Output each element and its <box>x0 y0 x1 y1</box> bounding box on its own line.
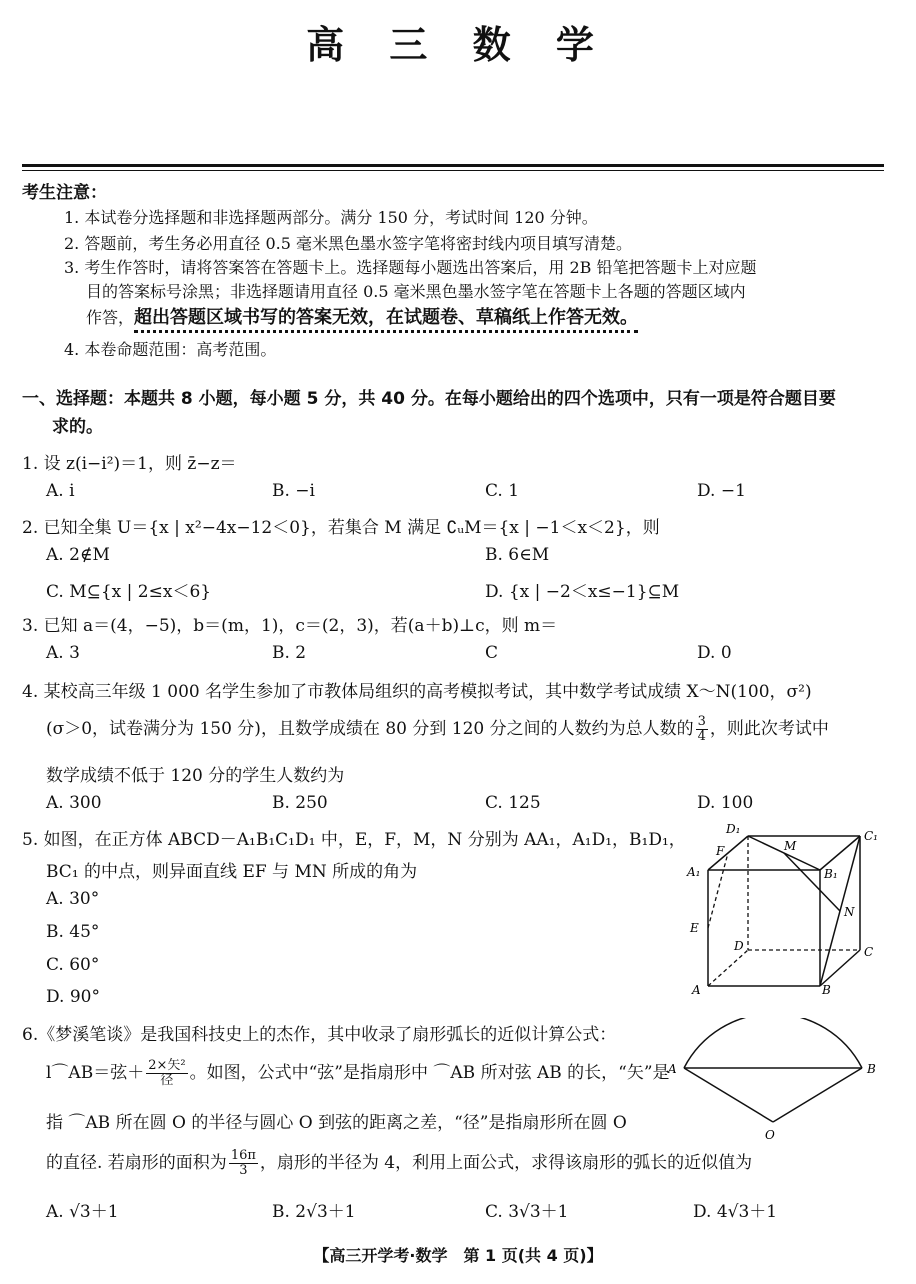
q2-stem: 2. 已知全集 U＝{x | x²−4x−12＜0}，若集合 M 满足 ∁ᵤM＝{x | −1＜x＜2}，则 <box>22 518 660 538</box>
q6-formula-fraction <box>146 1059 187 1088</box>
cube-diagram <box>686 818 886 1000</box>
label-arc-a: A <box>668 1062 677 1076</box>
label-d: D <box>734 939 744 953</box>
q1-option-c: C. 1 <box>485 481 520 501</box>
q4-line-3: 数学成绩不低于 120 分的学生人数约为 <box>46 766 345 786</box>
q6-formula-num: 2×矢² <box>148 1058 186 1073</box>
q6-line-2-rest: 。如图，公式中“弦”是指扇形中 ⌒AB 所对弦 AB 的长，“矢”是 <box>189 1063 670 1083</box>
q1-option-d: D. −1 <box>697 481 746 501</box>
q3-option-a: A. 3 <box>46 643 80 663</box>
label-a: A <box>692 983 701 997</box>
q6-line-4b: ，扇形的半径为 4，利用上面公式，求得该扇形的弧长的近似值为 <box>259 1153 753 1173</box>
q6-option-b: B. 2√3＋1 <box>272 1202 356 1222</box>
notice-item-4: 4. 本卷命题范围：高考范围。 <box>64 340 277 359</box>
q6-formula-den: 径 <box>160 1073 174 1088</box>
label-b1: B₁ <box>824 867 838 881</box>
header-rule-thick <box>22 164 884 167</box>
q6-line-4 <box>46 1148 752 1178</box>
q6-line-2 <box>46 1058 670 1088</box>
q2-option-d: D. {x | −2＜x≤−1}⊆M <box>485 582 680 602</box>
q5-option-b: B. 45° <box>46 922 100 942</box>
label-c1: C₁ <box>864 829 878 843</box>
notice-emphasis: 超出答题区域书写的答案无效，在试题卷、草稿纸上作答无效。 <box>134 307 638 333</box>
q3-option-d: D. 0 <box>697 643 732 663</box>
notice-heading: 考生注意： <box>22 183 107 203</box>
q1-option-b: B. −i <box>272 481 315 501</box>
q6-formula-left: l⌒AB＝弦＋ <box>46 1063 145 1083</box>
label-b: B <box>822 983 831 997</box>
q5-line-2: BC₁ 的中点，则异面直线 EF 与 MN 所成的角为 <box>46 862 418 882</box>
notice-item-1: 1. 本试卷分选择题和非选择题两部分。满分 150 分，考试时间 120 分钟。 <box>64 208 598 227</box>
q1-stem: 1. 设 z(i−i²)＝1，则 z̄−z＝ <box>22 454 237 474</box>
sector-diagram <box>666 1018 886 1144</box>
header-rule-thin <box>22 170 884 171</box>
q2-option-a: A. 2∉M <box>46 545 110 565</box>
label-d1: D₁ <box>726 822 741 836</box>
label-e: E <box>690 921 699 935</box>
q5-option-d: D. 90° <box>46 987 100 1007</box>
q2-option-c: C. M⊆{x | 2≤x＜6} <box>46 582 212 602</box>
q4-fraction <box>696 715 708 744</box>
q3-option-b: B. 2 <box>272 643 307 663</box>
label-a1: A₁ <box>687 865 701 879</box>
q4-option-c: C. 125 <box>485 793 541 813</box>
q5-option-a: A. 30° <box>46 889 100 909</box>
section-heading-cont: 求的。 <box>52 417 103 437</box>
q4-frac-num: 3 <box>697 714 706 729</box>
q4-line-2a: (σ＞0，试卷满分为 150 分)，且数学成绩在 80 分到 120 分之间的人数约为总人数的 <box>46 719 694 739</box>
notice-item-3: 3. 考生作答时，请将答案答在答题卡上。选择题每小题选出答案后，用 2B 铅笔把答题卡上对应题 <box>64 258 757 277</box>
q4-line-1: 4. 某校高三年级 1 000 名学生参加了市教体局组织的高考模拟考试，其中数学考试成绩 X～N(100，σ²) <box>22 682 812 702</box>
q6-area-fraction <box>229 1149 258 1178</box>
q6-option-d: D. 4√3＋1 <box>693 1202 778 1222</box>
label-arc-b: B <box>867 1062 876 1076</box>
q6-line-3: 指 ⌒AB 所在圆 O 的半径与圆心 O 到弦的距离之差，“径”是指扇形所在圆 O <box>46 1113 627 1133</box>
notice-item-3-end-text: 作答， <box>86 308 135 327</box>
q5-line-1: 5. 如图，在正方体 ABCD－A₁B₁C₁D₁ 中，E，F，M，N 分别为 AA₁，A₁D₁，B₁D₁， <box>22 830 686 850</box>
q3-stem: 3. 已知 a＝(4，−5)，b＝(m，1)，c＝(2，3)，若(a＋b)⊥c，则 m＝ <box>22 616 558 636</box>
q4-option-b: B. 250 <box>272 793 328 813</box>
label-o: O <box>765 1128 775 1142</box>
section-heading: 一、选择题：本题共 8 小题，每小题 5 分，共 40 分。在每小题给出的四个选项中，只有一项是符合题目要 <box>22 389 836 409</box>
q6-option-c: C. 3√3＋1 <box>485 1202 569 1222</box>
notice-item-3-cont: 目的答案标号涂黑；非选择题请用直径 0.5 毫米黑色墨水签字笔在答题卡上各题的答题区域内 <box>86 282 746 301</box>
page-footer: 【高三开学考·数学 第 1 页(共 4 页)】 <box>313 1246 603 1265</box>
q1-option-a: A. i <box>46 481 75 501</box>
notice-item-2: 2. 答题前，考生务必用直径 0.5 毫米黑色墨水签字笔将密封线内项目填写清楚。 <box>64 234 632 253</box>
q6-line-1: 6.《梦溪笔谈》是我国科技史上的杰作，其中收录了扇形弧长的近似计算公式： <box>22 1025 617 1045</box>
q4-line-2 <box>46 714 829 744</box>
label-m: M <box>784 839 797 853</box>
label-n: N <box>844 905 855 919</box>
q4-frac-den: 4 <box>697 729 706 744</box>
q4-option-d: D. 100 <box>697 793 754 813</box>
page-title: 高 三 数 学 <box>306 22 610 67</box>
q5-option-c: C. 60° <box>46 955 100 975</box>
label-c: C <box>864 945 874 959</box>
q4-line-2b: ，则此次考试中 <box>709 719 829 739</box>
q6-option-a: A. √3＋1 <box>46 1202 119 1222</box>
q6-area-den: 3 <box>239 1163 248 1178</box>
q4-option-a: A. 300 <box>46 793 102 813</box>
label-f: F <box>716 844 725 858</box>
q6-area-num: 16π <box>230 1148 256 1163</box>
q3-option-c: C <box>485 643 499 663</box>
notice-item-3-end <box>86 303 638 329</box>
q6-line-4a: 的直径. 若扇形的面积为 <box>46 1153 227 1173</box>
q2-option-b: B. 6∈M <box>485 545 550 565</box>
